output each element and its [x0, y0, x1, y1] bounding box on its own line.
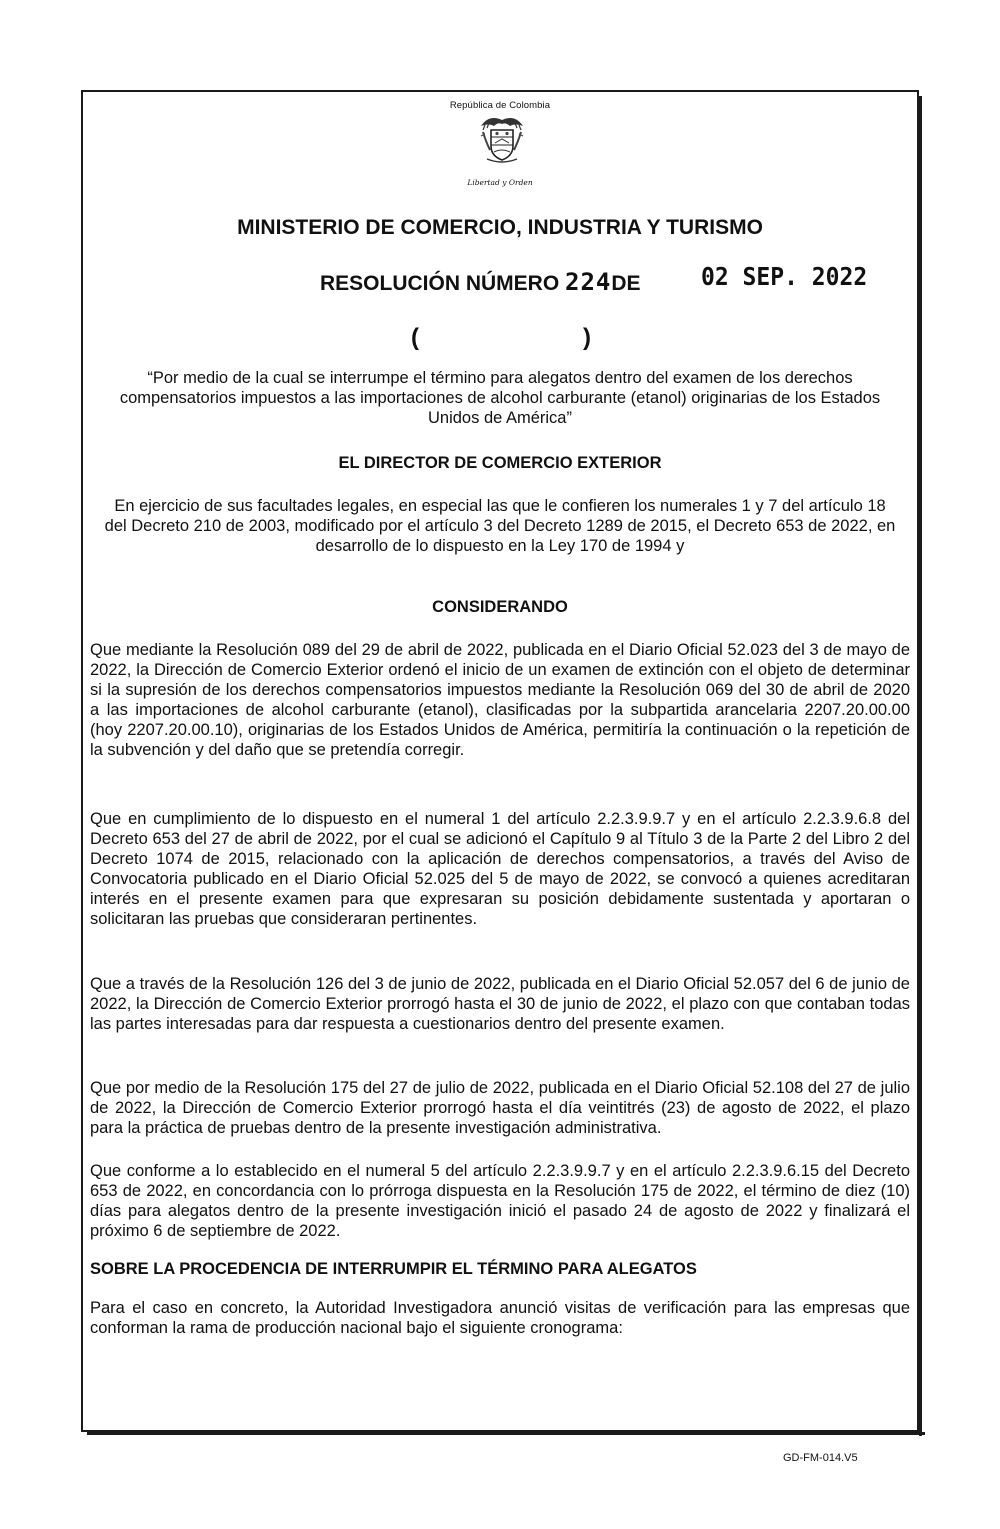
form-code: GD-FM-014.V5: [783, 1452, 858, 1464]
issuer-heading: EL DIRECTOR DE COMERCIO EXTERIOR: [338, 454, 662, 472]
paragraph: Que por medio de la Resolución 175 del 27 de julio de 2022, publicada en el Diario Oficial 52.108 del 27 de julio de 2022, la Dirección de Comercio Exterior prorrogó hasta el día veintitrés (23) de agosto de 2022, el plazo para la práctica de pruebas dentro de la presente investigación administrativa.: [90, 1079, 910, 1137]
paragraph: Que mediante la Resolución 089 del 29 de abril de 2022, publicada en el Diario Oficial 52.023 del 3 de mayo de 2022, la Dirección de Comercio Exterior ordenó el inicio de un examen de extinción con el objeto de determinar si la supresión de los derechos compensatorios impuestos mediante la Resolución 069 del 30 de abril de 2020 a las importaciones de alcohol carburante (etanol), clasificadas por la subpartida arancelaria 2207.20.00.00 (hoy 2207.20.00.10), originarias de los Estados Unidos de América, permitiría la continuación o la repetición de la subvención y del daño que se pretendía corregir.: [90, 641, 910, 759]
paren-close: ): [583, 324, 591, 351]
considerando-heading: CONSIDERANDO: [432, 598, 568, 616]
document-frame: [81, 90, 919, 1432]
resolution-de: DE: [611, 272, 641, 295]
resolution-title: “Por medio de la cual se interrumpe el término para alegatos dentro del examen de los derechos compensatorios impuestos a las importaciones de alcohol carburante (etanol) originarias de los Estados Unidos de América”: [119, 369, 881, 427]
resolution-label: RESOLUCIÓN NÚMERO: [320, 272, 560, 295]
resolution-number: 224: [565, 268, 612, 296]
paragraph: Que a través de la Resolución 126 del 3 de junio de 2022, publicada en el Diario Oficial 52.057 del 6 de junio de 2022, la Dirección de Comercio Exterior prorrogó hasta el 30 de junio de 2022, el plazo con que contaban todas las partes interesadas para dar respuesta a cuestionarios dentro del presente examen.: [90, 975, 910, 1033]
paragraph: Que conforme a lo establecido en el numeral 5 del artículo 2.2.3.9.9.7 y en el artículo 2.2.3.9.6.15 del Decreto 653 de 2022, en concordancia con lo prórroga dispuesta en la Resolución 175 de 2022, el término de diez (10) días para alegatos dentro de la presente investigación inició el pasado 24 de agosto de 2022 y finalizará el próximo 6 de septiembre de 2022.: [90, 1162, 910, 1240]
paren-open: (: [411, 324, 419, 351]
paragraph: Para el caso en concreto, la Autoridad Investigadora anunció visitas de verificación para las empresas que conforman la rama de producción nacional bajo el siguiente cronograma:: [90, 1299, 910, 1337]
motto-label: Libertad y Orden: [467, 178, 533, 187]
coat-of-arms-icon: [477, 112, 527, 166]
resolution-line: [320, 268, 641, 296]
paragraph: Que en cumplimiento de lo dispuesto en el numeral 1 del artículo 2.2.3.9.9.7 y en el artículo 2.2.3.9.6.8 del Decreto 653 del 27 de abril de 2022, por el cual se adicionó el Capítulo 9 al Título 3 de la Parte 2 del Libro 2 del Decreto 1074 de 2015, relacionado con la aplicación de derechos compensatorios, a través del Aviso de Convocatoria publicado en el Diario Oficial 52.025 del 5 de mayo de 2022, se convocó a quienes acreditaran interés en el presente examen para que expresaran su posición debidamente sustentada y aportaran o solicitaran las pruebas que consideraran pertinentes.: [90, 810, 910, 928]
legal-powers-paragraph: En ejercicio de sus facultades legales, en especial las que le confieren los numerales 1 y 7 del artículo 18 del Decreto 210 de 2003, modificado por el artículo 3 del Decreto 1289 de 2015, el Decreto 653 de 2022, en desarrollo de lo dispuesto en la Ley 170 de 1994 y: [104, 497, 896, 555]
section-heading: SOBRE LA PROCEDENCIA DE INTERRUMPIR EL TÉRMINO PARA ALEGATOS: [90, 1260, 697, 1278]
republic-label: República de Colombia: [449, 100, 551, 111]
resolution-date-stamp: 02 SEP. 2022: [701, 262, 868, 291]
ministry-heading: MINISTERIO DE COMERCIO, INDUSTRIA Y TURISMO: [237, 216, 763, 239]
